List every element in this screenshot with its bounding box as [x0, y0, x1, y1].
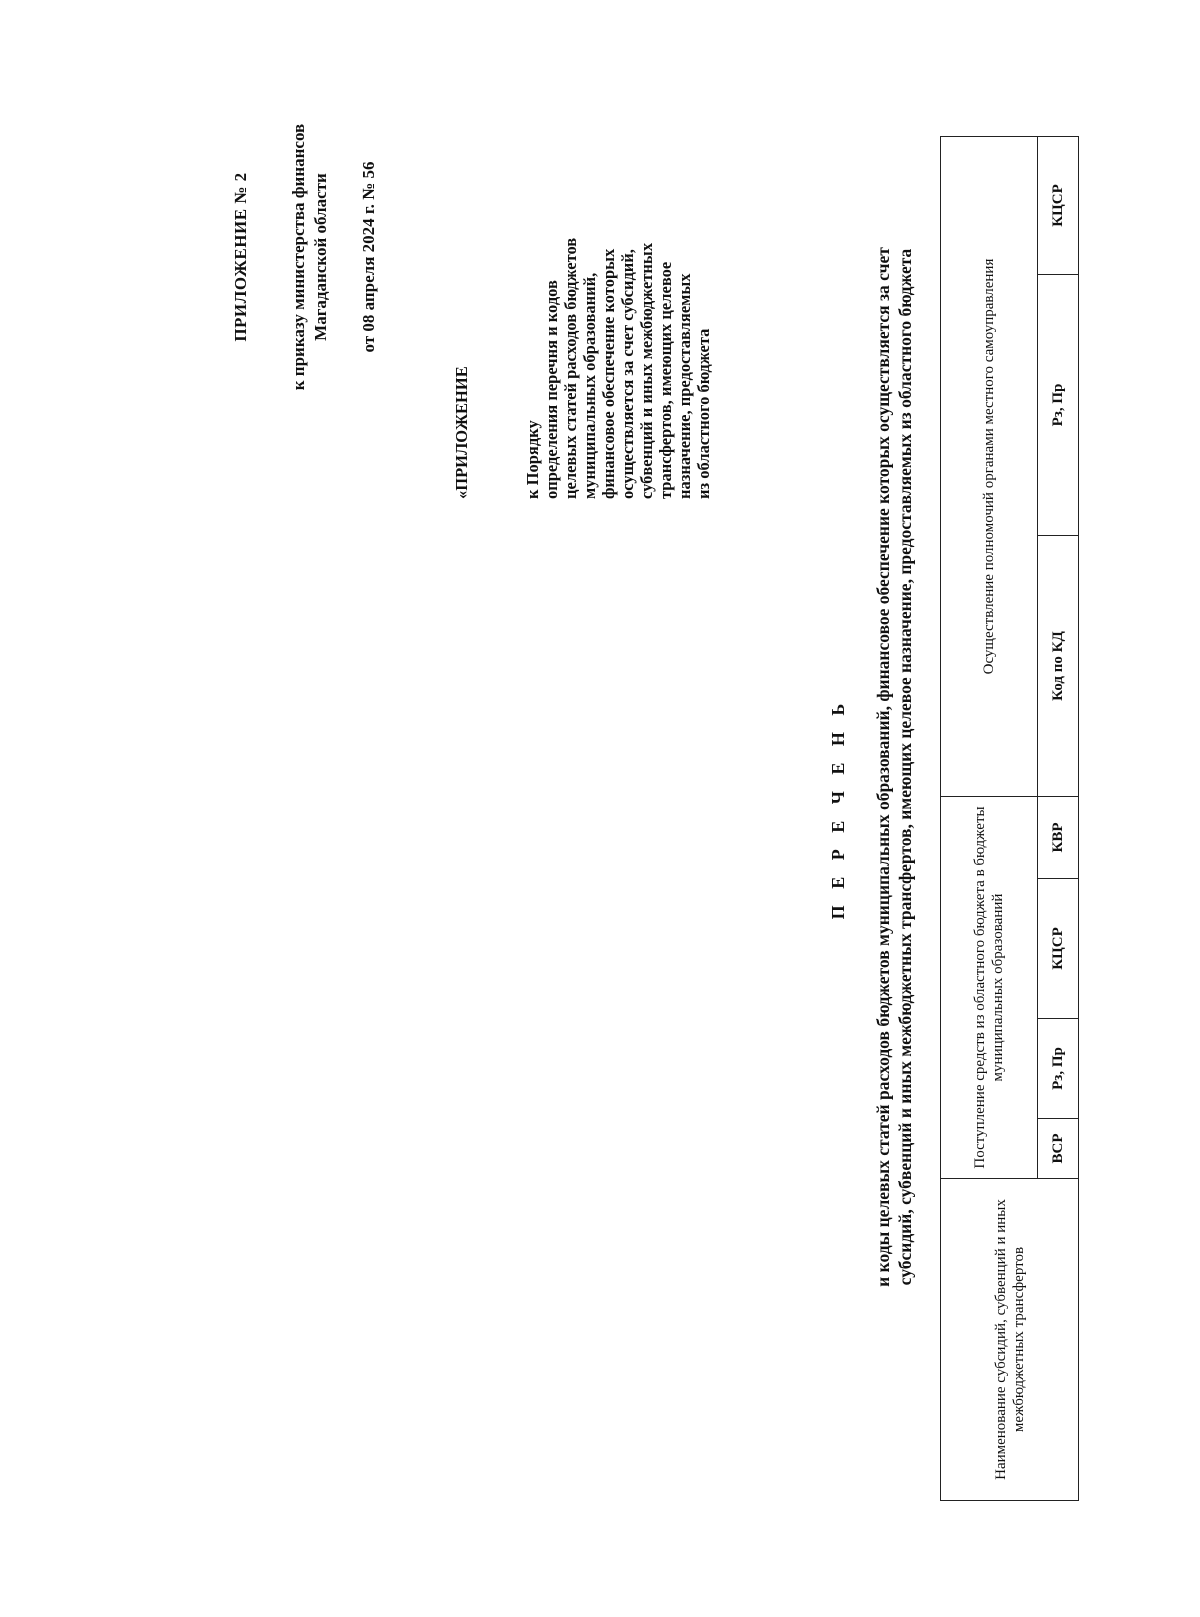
header-name-column: Наименование субсидий, субвенций и иных межбюджетных трансфертов: [941, 1179, 1079, 1501]
perechen-subtitle: [872, 32, 916, 1502]
inner-appendix-line: финансовое обеспечение которых: [599, 248, 618, 499]
perechen-subtitle-line: и коды целевых статей расходов бюджетов муниципальных образований, финансовое обеспечение которых осуществляется за счет: [873, 247, 893, 1287]
inner-appendix-line: осуществляется за счет субсидий,: [618, 249, 637, 499]
header-rz-pr: Рз, Пр: [1038, 1019, 1079, 1119]
header-receipt-group: Поступление средств из областного бюджета в бюджеты муниципальных образований: [941, 797, 1038, 1179]
inner-appendix-line: из областного бюджета: [694, 328, 713, 499]
header-kod-kd: Код по КД: [1038, 536, 1079, 797]
appendix-order-line: к приказу министерства финансов: [289, 123, 308, 391]
appendix-header: [230, 47, 380, 467]
appendix-region-line: Магаданской области: [311, 173, 330, 341]
inner-appendix-line: субвенций и иных межбюджетных: [637, 242, 656, 499]
appendix-date-line: от 08 апреля 2024 г. № 56: [359, 161, 378, 353]
header-exec-group: Осуществление полномочий органами местного самоуправления: [941, 137, 1038, 797]
header-vsr: ВСР: [1038, 1119, 1079, 1179]
header-exec-kcsr: КЦСР: [1038, 137, 1079, 275]
inner-appendix-line: муниципальных образований,: [580, 272, 599, 499]
perechen-title: П Е Р Е Ч Е Н Ь: [828, 697, 848, 920]
perechen-subtitle-line: субсидий, субвенций и иных межбюджетных трансфертов, имеющих целевое назначение, предоставляемых из областного бюджета: [895, 248, 915, 1286]
inner-appendix-line: определения перечня и кодов: [542, 280, 561, 499]
inner-appendix-title: «ПРИЛОЖЕНИЕ: [452, 366, 471, 499]
inner-appendix-line: назначение, предоставляемых: [675, 273, 694, 499]
header-exec-rz-pr: Рз, Пр: [1038, 275, 1079, 536]
inner-appendix-line: трансфертов, имеющих целевое: [656, 261, 675, 499]
inner-appendix: [452, 79, 713, 499]
header-kvr: КВР: [1038, 797, 1079, 879]
appendix-title: ПРИЛОЖЕНИЕ № 2: [231, 172, 250, 342]
inner-appendix-body: [523, 79, 713, 499]
inner-appendix-line: к Порядку: [523, 420, 542, 499]
header-kcsr: КЦСР: [1038, 879, 1079, 1019]
table-header-row: [941, 137, 1038, 1501]
inner-appendix-line: целевых статей расходов бюджетов: [561, 237, 580, 499]
codes-table: [940, 136, 1079, 1501]
